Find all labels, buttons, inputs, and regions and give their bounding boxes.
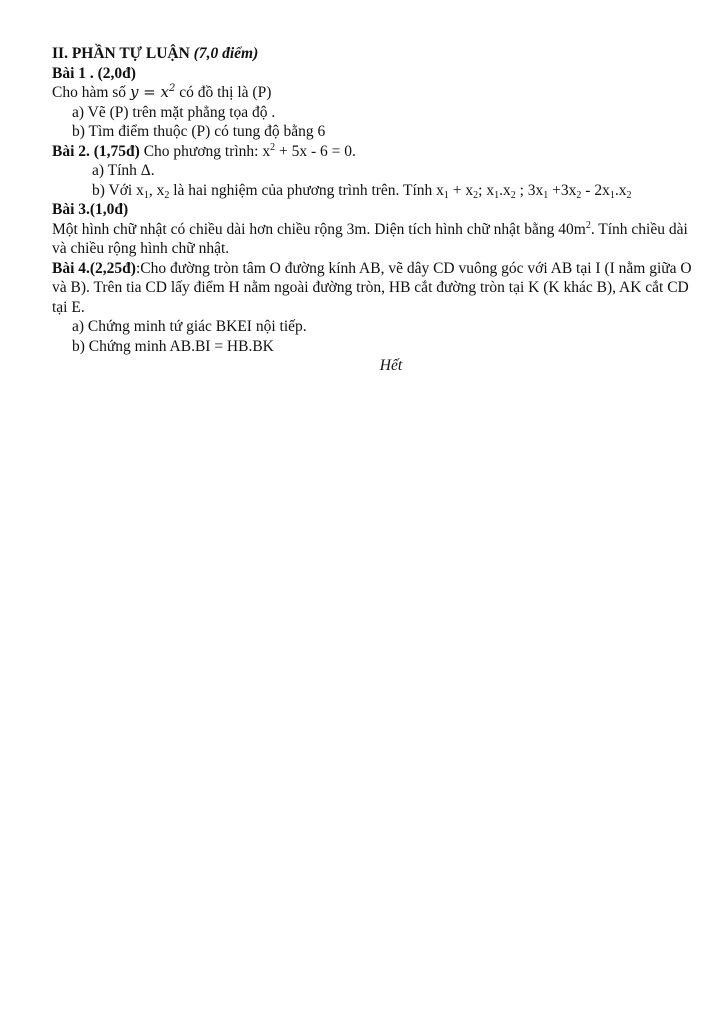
subscript: 2 (510, 189, 516, 201)
subscript: 1 (543, 189, 549, 201)
bai2-b-text: , x (148, 181, 165, 199)
subscript: 2 (164, 189, 170, 201)
bai1-heading: Bài 1 . (2,0đ) (52, 64, 136, 82)
bai2-b-text: ; x (478, 181, 495, 199)
bai2-b-text: +3x (548, 181, 577, 199)
bai3-text (52, 220, 700, 259)
bai2-part-a: a) Tính Δ. (92, 162, 155, 179)
subscript: 1 (143, 189, 149, 201)
bai2-heading: Bài 2. (1,75đ) (52, 142, 140, 160)
exam-document (52, 44, 700, 376)
bai4-heading: Bài 4.(2,25đ) (52, 259, 136, 277)
bai3-exponent: 2 (585, 219, 591, 231)
bai2-b-text: .x (614, 181, 627, 199)
subscript: 2 (626, 189, 632, 201)
bai2-b-text: ; 3x (515, 181, 544, 199)
bai2-equation-exponent: 2 (270, 141, 276, 153)
section-points: (7,0 điểm) (193, 45, 259, 62)
bai4-part-a: a) Chứng minh tứ giác BKEI nội tiếp. (72, 318, 307, 335)
subscript: 2 (576, 189, 582, 201)
bai2-b-text: .x (499, 181, 511, 199)
bai1-function (130, 83, 175, 101)
bai3-text-a: Một hình chữ nhật có chiều dài hơn chiều rộng 3m. Diện tích hình chữ nhật bằng 40m (52, 220, 586, 238)
bai2-b-text: + x (448, 181, 474, 199)
subscript: 1 (443, 189, 449, 201)
bai1-intro (52, 83, 700, 103)
bai1-intro-text: Cho hàm số (52, 84, 130, 101)
bai1-intro-tail: có đồ thị là (P) (175, 84, 272, 101)
bai1-part-b: b) Tìm điểm thuộc (P) có tung độ bằng 6 (72, 123, 326, 140)
section-heading (52, 44, 700, 64)
subscript: 1 (609, 189, 615, 201)
bai1-function-base: y = x (129, 83, 169, 101)
bai1-part-a: a) Vẽ (P) trên mặt phẳng tọa độ . (72, 103, 276, 121)
bai3-text-b: . Tính chiều dài và chiều rộng hình chữ nhật. (52, 220, 688, 257)
bai2-b-text: b) Với x (92, 181, 144, 199)
bai2-intro (52, 142, 700, 162)
bai4-part-b: b) Chứng minh AB.BI = HB.BK (72, 337, 274, 355)
bai4-intro (52, 259, 700, 318)
subscript: 1 (494, 189, 500, 201)
bai1-function-exponent: 2 (168, 83, 176, 94)
end-marker: Hết (379, 357, 403, 374)
bai3-heading: Bài 3.(1,0đ) (52, 201, 129, 218)
bai2-equation: Cho phương trình: x (139, 142, 271, 160)
bai4-text: :Cho đường tròn tâm O đường kính AB, vẽ dây CD vuông góc với AB tại I (I nằm giữa O và B). Trên tia CD lấy điểm H nằm ngoài đường tròn, HB cắt đường tròn tại K (K khác B), AK cắt CD tại E. (52, 259, 692, 316)
bai2-part-b (52, 181, 700, 201)
section-title: II. PHẦN TỰ LUẬN (52, 45, 190, 62)
bai2-b-text: - 2x (581, 181, 610, 199)
bai2-b-text: là hai nghiệm của phương trình trên. Tính x (169, 181, 444, 199)
bai2-equation-tail: + 5x - 6 = 0. (275, 142, 356, 160)
subscript: 2 (473, 189, 479, 201)
